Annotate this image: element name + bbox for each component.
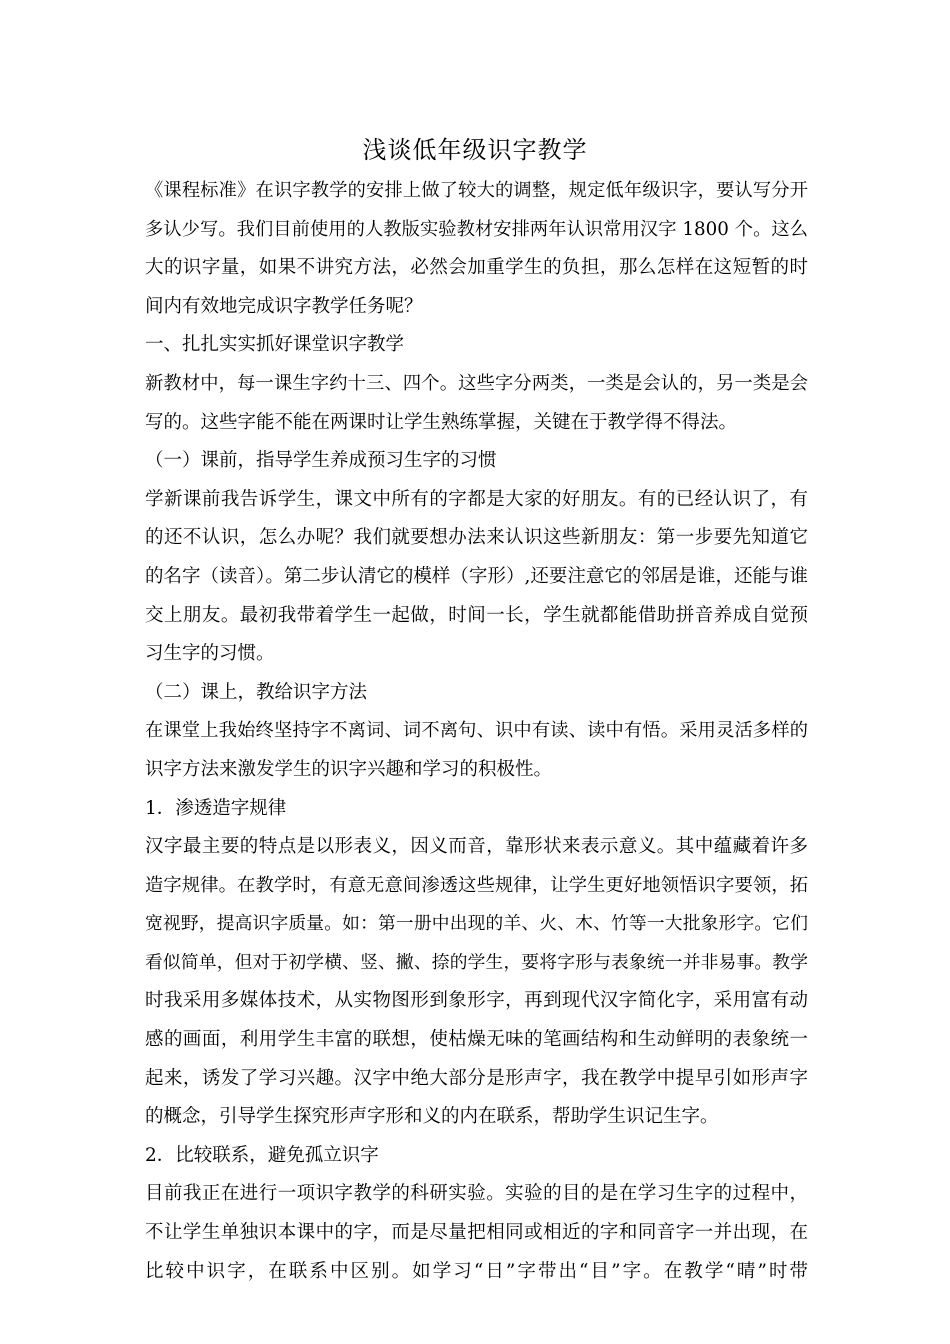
text-line: 大的识字量，如果不讲究方法，必然会加重学生的负担，那么怎样在这短暂的时 (145, 257, 808, 279)
text-line: 多认少写。我们目前使用的人教版实验教材安排两年认识常用汉字 1800 个。这么 (145, 218, 808, 240)
text-line: 1．渗透造字规律 (145, 797, 287, 819)
text-line: 起来，诱发了学习兴趣。汉字中绝大部分是形声字，我在教学中提早引如形声字 (145, 1067, 808, 1089)
document-title: 浅谈低年级识字教学 (362, 136, 588, 164)
text-line: 写的。这些字能不能在两课时让学生熟练掌握，关键在于教学得不得法。 (145, 411, 738, 433)
text-line: 看似简单，但对于初学横、竖、撇、捺的学生，要将字形与表象统一并非易事。教学 (145, 952, 808, 973)
text-line: 不让学生单独识本课中的字，而是尽量把相同或相近的字和同音字一并出现，在 (145, 1222, 808, 1244)
text-line: 感的画面，利用学生丰富的联想，使枯燥无味的笔画结构和生动鲜明的表象统一 (145, 1029, 808, 1051)
text-line: 比较中识字，在联系中区别。如学习“日”字带出“目”字。在教学“晴”时带 (145, 1260, 808, 1282)
text-line: 间内有效地完成识字教学任务呢？ (145, 295, 423, 317)
text-line: 一、扎扎实实抓好课堂识字教学 (145, 334, 405, 356)
text-line: 造字规律。在教学时，有意无意间渗透这些规律，让学生更好地领悟识字要领，拓 (145, 874, 808, 896)
text-line: 学新课前我告诉学生，课文中所有的字都是大家的好朋友。有的已经认识了，有 (145, 488, 808, 510)
text-line: 2．比较联系，避免孤立识字 (145, 1144, 379, 1166)
text-line: 的概念，引导学生探究形声字形和义的内在联系，帮助学生识记生字。 (145, 1106, 719, 1128)
text-line: 的名字（读音）。第二步认清它的模样（字形）,还要注意它的邻居是谁，还能与谁 (145, 565, 808, 587)
text-line: 目前我正在进行一项识字教学的科研实验。实验的目的是在学习生字的过程中， (145, 1183, 808, 1205)
text-line: 宽视野，提高识字质量。如：第一册中出现的羊、火、木、竹等一大批象形字。它们 (145, 914, 808, 935)
text-line: 交上朋友。最初我带着学生一起做，时间一长，学生就都能借助拼音养成自觉预 (145, 604, 808, 626)
text-line: 汉字最主要的特点是以形表义，因义而音，靠形状来表示意义。其中蕴藏着许多 (145, 836, 808, 858)
text-line: 在课堂上我始终坚持字不离词、词不离句、识中有读、读中有悟。采用灵活多样的 (145, 720, 808, 742)
text-line: 的还不认识，怎么办呢？我们就要想办法来认识这些新朋友：第一步要先知道它 (145, 527, 808, 549)
text-line: 《课程标准》在识字教学的安排上做了较大的调整，规定低年级识字，要认写分开 (145, 180, 808, 201)
text-line: 新教材中，每一课生字约十三、四个。这些字分两类，一类是会认的，另一类是会 (145, 372, 808, 394)
text-line: 识字方法来激发学生的识字兴趣和学习的积极性。 (145, 758, 553, 780)
text-line: （二）课上，教给识字方法 (145, 681, 368, 703)
text-line: （一）课前，指导学生养成预习生字的习惯 (145, 450, 497, 472)
document-body (145, 172, 808, 1291)
text-line: 习生字的习惯。 (145, 643, 275, 665)
text-line: 时我采用多媒体技术，从实物图形到象形字，再到现代汉字简化字，采用富有动 (145, 990, 808, 1012)
